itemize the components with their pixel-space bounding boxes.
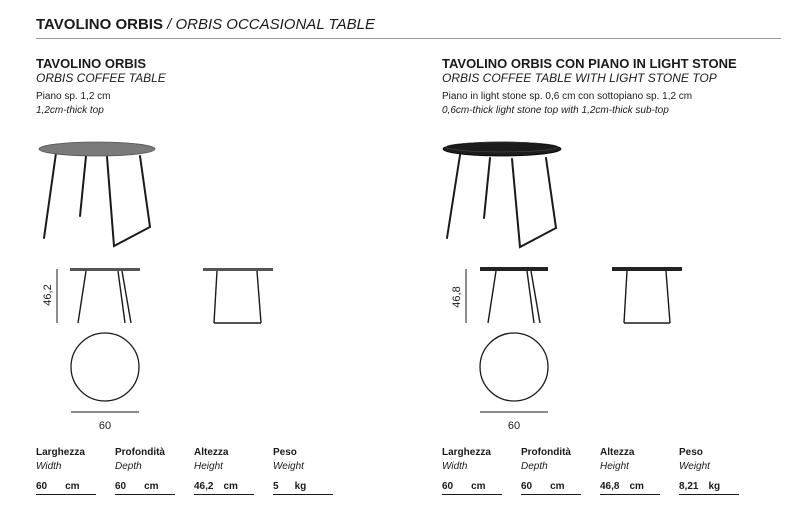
left-width-dimension: 60: [98, 420, 112, 432]
spec-underline: [600, 494, 660, 495]
spec-unit: cm: [144, 481, 159, 492]
spec-label-en: Width: [36, 461, 62, 472]
right-note-it: Piano in light stone sp. 0,6 cm con sottopiano sp. 1,2 cm: [442, 91, 693, 102]
spec-unit: cm: [223, 481, 238, 492]
spec-label-en: Weight: [679, 461, 710, 472]
spec-unit: kg: [708, 481, 721, 492]
spec-value: 8,21: [679, 481, 699, 492]
spec-value: 46,8: [600, 481, 620, 492]
spec-label-en: Weight: [273, 461, 304, 472]
spec-unit: cm: [550, 481, 565, 492]
spec-unit: cm: [65, 481, 80, 492]
spec-unit: cm: [629, 481, 644, 492]
spec-value: 46,2: [194, 481, 214, 492]
spec-value: 60: [36, 481, 48, 492]
spec-unit: cm: [471, 481, 486, 492]
spec-label-en: Height: [600, 461, 629, 472]
spec-label-it: Profondità: [521, 447, 571, 458]
spec-label-it: Altezza: [194, 447, 229, 458]
spec-unit: kg: [294, 481, 307, 492]
spec-label-it: Larghezza: [36, 447, 85, 458]
left-height-dimension: 46,2: [42, 284, 54, 306]
spec-label-en: Width: [442, 461, 468, 472]
spec-value: 60: [521, 481, 533, 492]
right-product-title: TAVOLINO ORBIS CON PIANO IN LIGHT STONE: [442, 56, 737, 71]
right-spec-depth: [521, 447, 581, 495]
spec-value: 60: [115, 481, 127, 492]
spec-label-it: Altezza: [600, 447, 635, 458]
right-spec-height: [600, 447, 660, 495]
spec-underline: [521, 494, 581, 495]
right-spec-width: [442, 447, 502, 495]
right-height-dimension: 46,8: [451, 286, 463, 308]
spec-label-it: Larghezza: [442, 447, 491, 458]
spec-label-en: Depth: [521, 461, 548, 472]
spec-label-en: Depth: [115, 461, 142, 472]
right-note-en: 0,6cm-thick light stone top with 1,2cm-thick sub-top: [442, 105, 669, 116]
spec-label-it: Peso: [273, 447, 297, 458]
spec-underline: [679, 494, 739, 495]
right-spec-weight: [679, 447, 739, 495]
right-width-dimension: 60: [507, 420, 521, 432]
spec-label-en: Height: [194, 461, 223, 472]
page-title-it: TAVOLINO ORBIS: [36, 16, 163, 33]
left-product-subtitle: ORBIS COFFEE TABLE: [36, 71, 166, 85]
left-note-it: Piano sp. 1,2 cm: [36, 91, 111, 102]
left-note-en: 1,2cm-thick top: [36, 105, 104, 116]
page-title-en: / ORBIS OCCASIONAL TABLE: [162, 16, 375, 33]
spec-value: 60: [442, 481, 454, 492]
left-product-title: TAVOLINO ORBIS: [36, 56, 147, 71]
spec-label-it: Peso: [679, 447, 703, 458]
spec-underline: [442, 494, 502, 495]
spec-label-it: Profondità: [115, 447, 165, 458]
right-product-subtitle: ORBIS COFFEE TABLE WITH LIGHT STONE TOP: [442, 71, 717, 85]
spec-value: 5: [273, 481, 279, 492]
